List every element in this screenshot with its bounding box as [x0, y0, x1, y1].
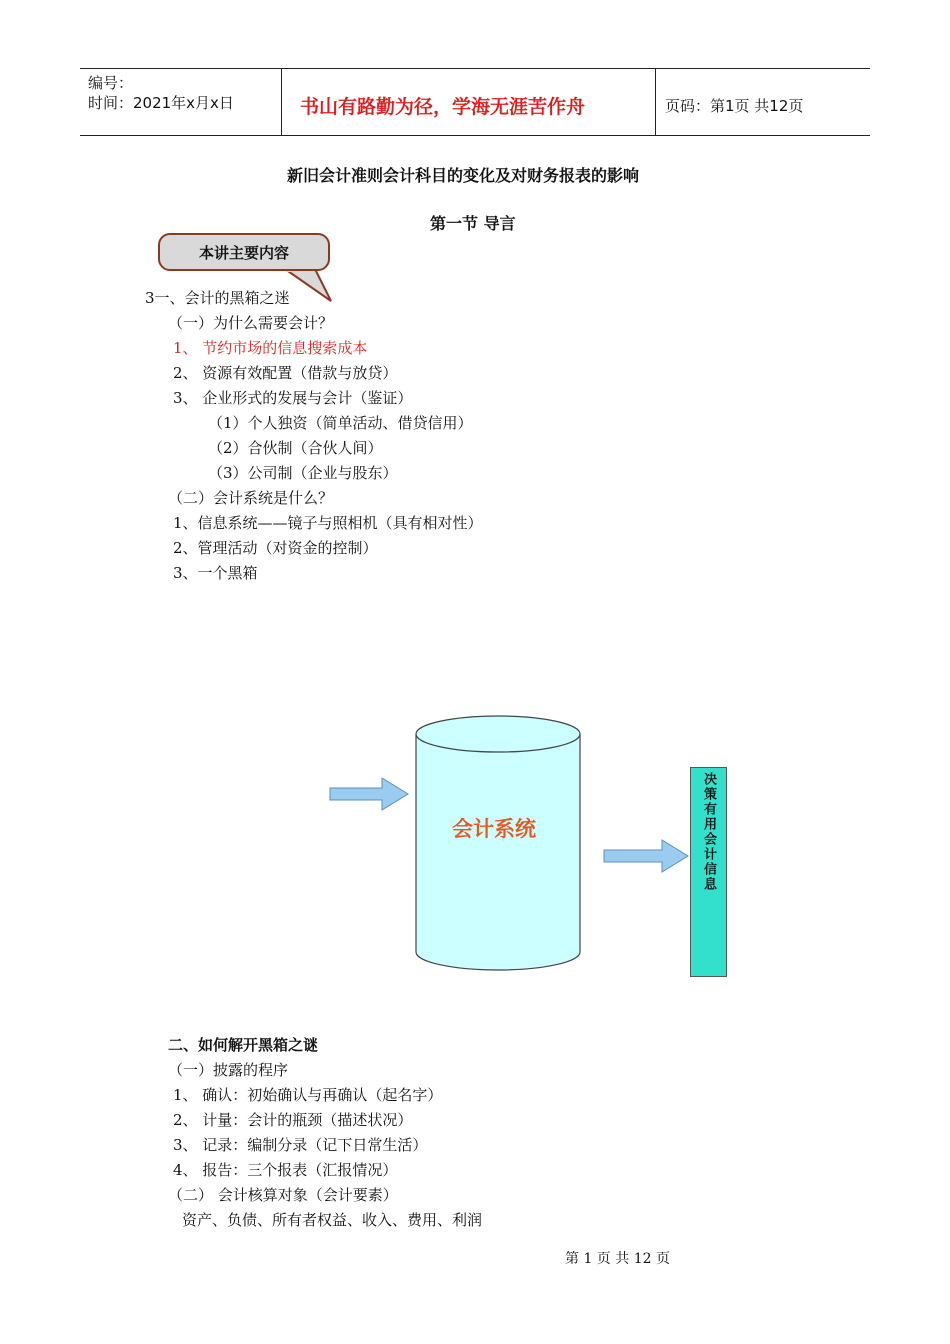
output-arrow: [604, 840, 688, 872]
footer-page-number: 第 1 页 共 12 页: [565, 1251, 670, 1267]
line2-6: （二） 会计核算对象（会计要素）: [168, 1186, 398, 1204]
document-time-label: 时间：2021年x月x日: [88, 94, 234, 112]
callout-pointer: [285, 265, 345, 305]
line-8: （3）公司制（企业与股东）: [208, 464, 398, 482]
line2-2: 1、 确认：初始确认与再确认（起名字）: [173, 1086, 443, 1104]
decision-info-box: [690, 767, 727, 977]
document-title: 新旧会计准则会计科目的变化及对财务报表的影响: [287, 166, 640, 185]
line-12: 3、一个黑箱: [173, 564, 258, 582]
line-9: （二）会计系统是什么？: [168, 489, 334, 507]
line2-3: 2、 计量：会计的瓶颈（描述状况）: [173, 1111, 413, 1129]
decision-info-label: 决策有用会计信息: [701, 772, 716, 892]
line-3-highlight: 1、 节约市场的信息搜索成本: [173, 339, 368, 357]
line-11: 2、管理活动（对资金的控制）: [173, 539, 378, 557]
line2-5: 4、 报告：三个报表（汇报情况）: [173, 1161, 398, 1179]
header-divider-right: [655, 68, 656, 136]
line-6: （1）个人独资（简单活动、借贷信用）: [208, 414, 473, 432]
header-bottom-rule: [80, 135, 870, 136]
line-1: 3一、会计的黑箱之迷: [145, 289, 290, 307]
header-divider-left: [281, 68, 282, 136]
heading-two: 二、如何解开黑箱之谜: [168, 1036, 319, 1054]
line2-1: （一）披露的程序: [168, 1061, 289, 1079]
line-5: 3、 企业形式的发展与会计（鉴证）: [173, 389, 413, 407]
line2-4: 3、 记录：编制分录（记下日常生活）: [173, 1136, 428, 1154]
accounting-system-label: 会计系统: [452, 817, 536, 841]
line2-7: 资产、负债、所有者权益、收入、费用、利润: [182, 1211, 483, 1229]
header-motto: 书山有路勤为径，学海无涯苦作舟: [300, 96, 586, 118]
section-title: 第一节 导言: [430, 214, 516, 233]
accounting-system-diagram: [320, 712, 740, 1002]
line-4: 2、 资源有效配置（借款与放贷）: [173, 364, 398, 382]
header-top-rule: [80, 68, 870, 69]
line-2: （一）为什么需要会计？: [168, 314, 334, 332]
callout-main-content: 本讲主要内容: [158, 233, 330, 271]
cylinder-body: [416, 734, 580, 970]
header-page-code: 页码：第1页 共12页: [665, 97, 804, 115]
cylinder-top: [416, 716, 580, 752]
input-arrow: [330, 778, 408, 810]
document-number-label: 编号：: [88, 74, 134, 92]
line-10: 1、信息系统——镜子与照相机（具有相对性）: [173, 514, 483, 532]
line-7: （2）合伙制（合伙人间）: [208, 439, 383, 457]
